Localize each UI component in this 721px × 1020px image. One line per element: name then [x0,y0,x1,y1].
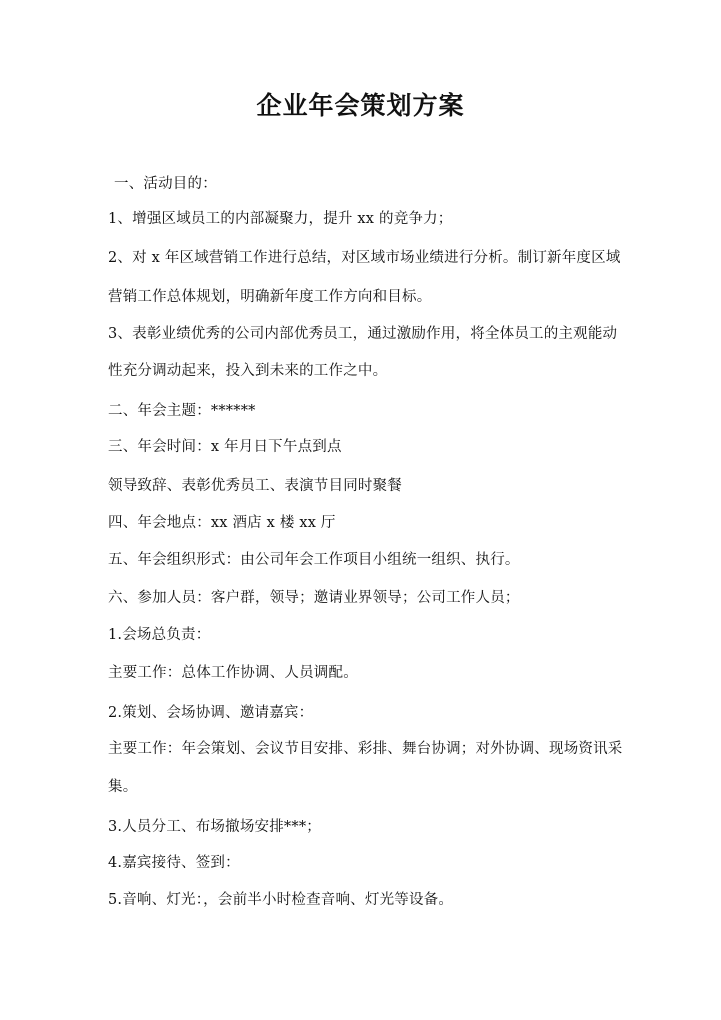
list-item: 4.嘉宾接待、签到： [108,855,240,871]
list-item: 2.策划、会场协调、邀请嘉宾： [108,705,314,721]
section-heading-time: 三、年会时间：x 年月日下午点到点 [108,439,342,455]
section-heading-location: 四、年会地点：xx 酒店 x 楼 xx 厅 [108,515,336,531]
paragraph-line: 主要工作：总体工作协调、人员调配。 [108,665,358,681]
paragraph-line: 领导致辞、表彰优秀员工、表演节目同时聚餐 [108,478,402,494]
section-heading-theme: 二、年会主题：****** [108,403,256,419]
document-title: 企业年会策划方案 [256,91,465,120]
list-item: 5.音响、灯光：，会前半小时检查音响、灯光等设备。 [108,892,454,908]
list-item: 3.人员分工、布场撤场安排***； [108,819,321,835]
paragraph-line: 集。 [108,779,138,795]
section-heading-attendees: 六、参加人员：客户群，领导；邀请业界领导；公司工作人员； [108,590,520,606]
paragraph-line: 1、增强区域员工的内部凝聚力，提升 xx 的竞争力； [108,211,453,227]
paragraph-line: 营销工作总体规划，明确新年度工作方向和目标。 [108,289,432,305]
paragraph-line: 性充分调动起来，投入到未来的工作之中。 [108,363,388,379]
paragraph-line: 3、表彰业绩优秀的公司内部优秀员工，通过激励作用，将全体员工的主观能动 [108,326,618,342]
paragraph-line: 2、对 x 年区域营销工作进行总结，对区域市场业绩进行分析。制订新年度区域 [108,250,621,266]
section-heading-purpose: 一、活动目的： [114,176,217,192]
section-heading-format: 五、年会组织形式：由公司年会工作项目小组统一组织、执行。 [108,552,520,568]
paragraph-line: 主要工作：年会策划、会议节目安排、彩排、舞台协调；对外协调、现场资讯采 [108,741,623,757]
list-item: 1.会场总负责： [108,627,211,643]
